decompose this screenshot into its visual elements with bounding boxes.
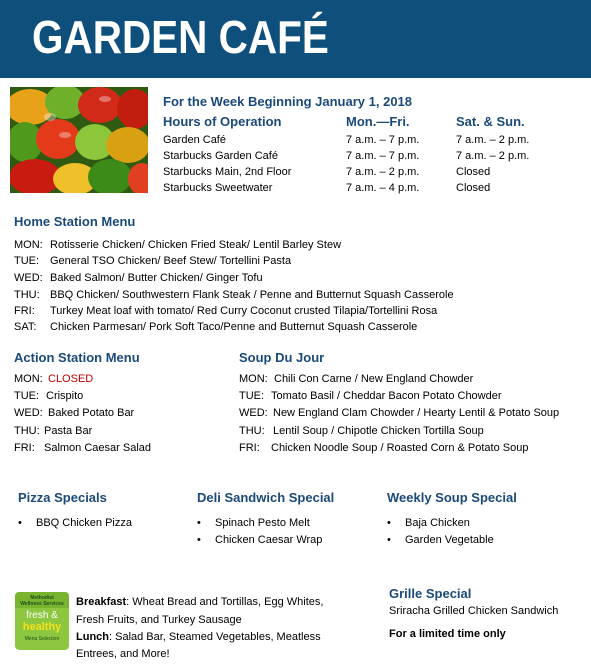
lunch-text: : Salad Bar, Steamed Vegetables, Meatless: [109, 631, 321, 643]
menu-item: Pasta Bar: [44, 425, 93, 437]
weekday-hours: 7 a.m. – 4 p.m.: [346, 182, 420, 194]
weekday-hours: 7 a.m. – 7 p.m.: [346, 134, 420, 146]
logo-line-4: healthy: [22, 621, 62, 633]
weekend-hours: Closed: [456, 182, 491, 194]
breakfast-text-2: Fresh Fruits, and Turkey Sausage: [76, 614, 242, 626]
limited-time-note: For a limited time only: [389, 628, 506, 640]
menu-day: FRI:: [14, 442, 35, 454]
logo-line-3: fresh &: [26, 610, 58, 621]
menu-day: MON:: [14, 239, 43, 251]
weekly-soup-item: • Garden Vegetable: [387, 534, 494, 546]
location-name: Starbucks Garden Café: [163, 150, 278, 162]
weekly-soup-item: • Baja Chicken: [387, 517, 470, 529]
menu-day: THU:: [14, 425, 40, 437]
menu-day: FRI:: [239, 442, 260, 454]
weekday-header: Mon.—Fri.: [346, 114, 410, 129]
breakfast-label: Breakfast: [76, 596, 127, 608]
menu-day: THU:: [239, 425, 265, 437]
menu-item: Turkey Meat loaf with tomato/ Red Curry Coconut crusted Tilapia/Tortellini Rosa: [50, 305, 438, 317]
weekend-hours: 7 a.m. – 2 p.m.: [456, 134, 530, 146]
peppers-photo: [10, 87, 148, 193]
hours-header: Hours of Operation: [163, 114, 282, 129]
menu-day: SAT:: [14, 321, 37, 333]
menu-item: Baked Salmon/ Butter Chicken/ Ginger Tofu: [50, 272, 263, 284]
menu-day: TUE:: [239, 390, 265, 402]
weekend-hours: 7 a.m. – 2 p.m.: [456, 150, 530, 162]
menu-day: MON:: [14, 373, 43, 385]
weekend-header: Sat. & Sun.: [456, 114, 525, 129]
menu-day: WED:: [14, 407, 43, 419]
action-station-title: Action Station Menu: [14, 350, 140, 365]
logo-line-1: Methodist: [30, 595, 54, 601]
lunch-text-2: Entrees, and More!: [76, 648, 170, 660]
menu-item: Lentil Soup / Chipotle Chicken Tortilla Soup: [273, 425, 484, 437]
pizza-specials-title: Pizza Specials: [18, 490, 107, 505]
menu-day: WED:: [14, 272, 43, 284]
logo-line-5: Menu Selection: [24, 636, 60, 642]
grille-special-item: Sriracha Grilled Chicken Sandwich: [389, 605, 559, 617]
grille-special-title: Grille Special: [389, 586, 472, 601]
deli-special-item: • Spinach Pesto Melt: [197, 517, 310, 529]
closed-status: CLOSED: [48, 373, 94, 385]
fresh-healthy-logo: [15, 592, 69, 650]
menu-day: WED:: [239, 407, 268, 419]
weekly-soup-title: Weekly Soup Special: [387, 490, 517, 505]
menu-day: THU:: [14, 289, 40, 301]
logo-line-2: Wellness Services: [20, 601, 64, 607]
page-title: GARDEN CAFÉ: [32, 11, 329, 63]
breakfast-line: [76, 596, 323, 608]
menu-day: MON:: [239, 373, 268, 385]
soup-du-jour-title: Soup Du Jour: [239, 350, 325, 365]
menu-day: FRI:: [14, 305, 35, 317]
menu-item: Crispito: [46, 390, 84, 402]
menu-item: General TSO Chicken/ Beef Stew/ Tortellini Pasta: [50, 255, 292, 267]
location-name: Starbucks Main, 2nd Floor: [163, 166, 292, 178]
menu-item: BBQ Chicken/ Southwestern Flank Steak / Penne and Butternut Squash Casserole: [50, 289, 454, 301]
deli-special-item: • Chicken Caesar Wrap: [197, 534, 322, 546]
pizza-special-item: • BBQ Chicken Pizza: [18, 517, 132, 529]
week-title: For the Week Beginning January 1, 2018: [163, 94, 413, 109]
menu-day: TUE:: [14, 390, 40, 402]
menu-day: TUE:: [14, 255, 40, 267]
lunch-label: Lunch: [76, 631, 109, 643]
location-name: Starbucks Sweetwater: [163, 182, 273, 194]
weekend-hours: Closed: [456, 166, 491, 178]
header-banner: [0, 0, 591, 78]
menu-item: Salmon Caesar Salad: [44, 442, 152, 454]
menu-item: Tomato Basil / Cheddar Bacon Potato Chowder: [271, 390, 502, 402]
menu-item: Chili Con Carne / New England Chowder: [274, 373, 474, 385]
deli-specials-title: Deli Sandwich Special: [197, 490, 335, 505]
location-name: Garden Café: [163, 134, 226, 146]
breakfast-text: : Wheat Bread and Tortillas, Egg Whites,: [126, 596, 324, 608]
menu-item: Baked Potato Bar: [48, 407, 135, 419]
lunch-line: [76, 631, 321, 643]
weekday-hours: 7 a.m. – 2 p.m.: [346, 166, 420, 178]
menu-item: Chicken Parmesan/ Pork Soft Taco/Penne and Butternut Squash Casserole: [50, 321, 418, 333]
menu-item: Chicken Noodle Soup / Roasted Corn & Potato Soup: [271, 442, 529, 454]
home-station-title: Home Station Menu: [14, 214, 136, 229]
weekday-hours: 7 a.m. – 7 p.m.: [346, 150, 420, 162]
menu-item: New England Clam Chowder / Hearty Lentil & Potato Soup: [273, 407, 560, 419]
menu-item: Rotisserie Chicken/ Chicken Fried Steak/ Lentil Barley Stew: [50, 239, 342, 251]
